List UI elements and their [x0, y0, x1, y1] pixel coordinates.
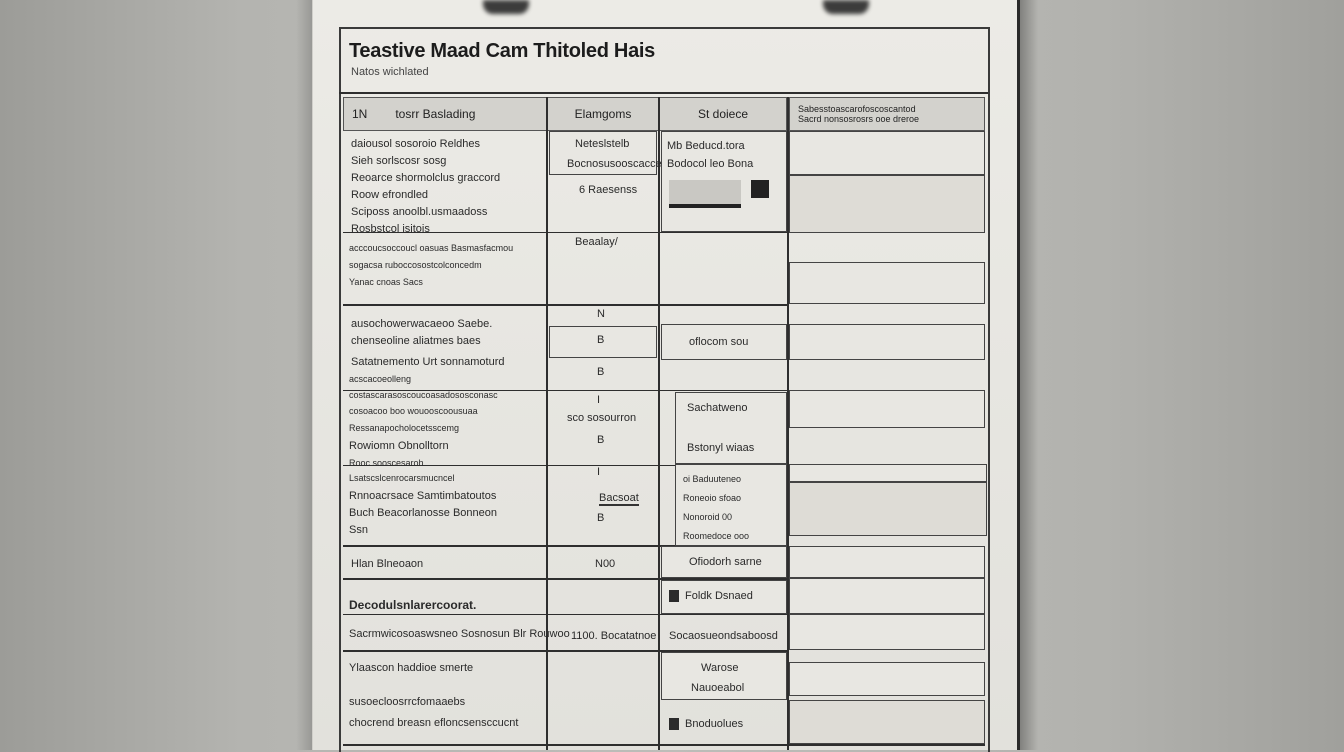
col2-r10: B — [597, 512, 605, 524]
col3-r10-label: Bnoduolues — [685, 718, 744, 730]
header-col3 — [659, 97, 787, 131]
header-col4-line2: Sacrd nonsosrosrs ooe dreroe — [798, 114, 920, 124]
col3-r4-a: Sachatweno — [687, 402, 748, 414]
col1-line: Sciposs anoolbl.usmaadoss — [351, 206, 488, 219]
col4-box-9 — [789, 578, 985, 614]
col1-small-line: acscacoeolleng — [349, 374, 412, 384]
col3-line: oi Baduuteneo — [683, 474, 742, 484]
col2-r5: B — [597, 366, 605, 378]
col1-small-line: Ressanapocholocetsscemg — [349, 422, 460, 433]
col2-r8: I — [597, 466, 601, 478]
header-col1-label: tosrr Baslading — [395, 107, 476, 121]
col3-r3: oflocom sou — [689, 336, 749, 348]
col3-r4-b: Bstonyl wiaas — [687, 442, 755, 454]
col3-r6: Ofiodorh sarne — [689, 556, 762, 568]
col1-row-m: Sacrmwicosoaswsneo Sosnosun Blr Rouwoo — [349, 628, 570, 640]
header-col3-label: St doiece — [697, 107, 749, 121]
col4-box-12 — [789, 700, 985, 744]
col1-block-1 — [351, 136, 500, 238]
col1-row-n: Ylaascon haddioe smerte — [349, 662, 474, 674]
col4-box-5 — [789, 390, 985, 428]
col1-line: Reoarce shormolclus graccord — [351, 172, 501, 185]
col1-small-line: Lsatscslcenrocarsmucncel — [349, 473, 455, 484]
col3-line: Roneoio sfoao — [683, 492, 742, 503]
col1-line: Ssn — [349, 524, 368, 537]
col4-box-8 — [789, 546, 985, 578]
col1-line: Rnnoacrsace Samtimbatoutos — [349, 490, 497, 502]
col2-r11: N00 — [595, 558, 616, 570]
col1-small-line: Rooc sooscesaroh — [349, 458, 424, 468]
col2-r6: I — [597, 394, 601, 406]
col2-r12: 1100. Bocatatnoe — [571, 630, 657, 642]
header-col2-label: Elamgoms — [574, 107, 632, 121]
header-col4 — [789, 97, 985, 131]
col3-line: Nonoroid 00 — [683, 511, 733, 522]
col2-r6-b: sco sosourron — [567, 412, 637, 424]
col-rule-1 — [546, 97, 548, 750]
col2-r1-a: Neteslstelb — [575, 138, 630, 150]
col1-block-1-small — [349, 240, 513, 291]
header-col1-number: 1N — [352, 107, 368, 121]
col2-r2: Beaalay/ — [575, 236, 618, 248]
col3-r1-b: Bodocol leo Bona — [667, 158, 754, 170]
col2-r1-b: Bocnosusooscacce — [567, 158, 662, 170]
col-rule-2 — [658, 97, 660, 750]
col3-r7-label: Foldk Dsnaed — [685, 590, 753, 602]
row-rule-bottom — [343, 744, 985, 746]
col1-block-4-small — [349, 456, 455, 487]
col2-r3: N — [597, 308, 605, 320]
col3-r1-a: Mb Beducd.tora — [667, 140, 745, 152]
col4-box-4 — [789, 324, 985, 360]
col1-small-line: acccoucsoccoucl oasuas Basmasfacmou — [349, 243, 514, 253]
col1-block-3-small — [349, 371, 498, 436]
file-icon — [669, 718, 679, 730]
header-col4-line1: Sabesstoascarofoscoscantod — [798, 104, 916, 114]
col1-block-2 — [351, 316, 492, 350]
col1-block-4 — [349, 438, 449, 455]
col3-line: Roomedoce ooo — [683, 530, 750, 541]
clipboard-clip-left — [483, 0, 529, 14]
document-title: Teastive Maad Cam Thitoled Hais — [349, 40, 655, 62]
col1-small-line: costascarasoscoucoasadososconasc — [349, 390, 498, 401]
header-col2 — [547, 97, 659, 131]
col3-r10 — [669, 718, 743, 730]
col1-line: chenseoline aliatmes baes — [351, 335, 481, 348]
col4-box-7 — [789, 482, 987, 536]
col1-line: Rowiomn Obnolltorn — [349, 440, 449, 452]
col1-row-k: Hlan Blneoaon — [351, 558, 424, 570]
col4-box-11 — [789, 662, 985, 696]
col1-row-o — [349, 692, 518, 734]
col2-r7: B — [597, 434, 605, 446]
title-divider — [339, 92, 988, 94]
col2-r1-c: 6 Raesenss — [579, 184, 638, 196]
col1-line: Satatnemento Urt sonnamoturd — [351, 356, 505, 368]
col2-r9: Bacsoat — [599, 492, 639, 504]
document-subtitle: Natos wichlated — [351, 66, 429, 78]
col1-line: daiousol sosoroio Reldhes — [351, 138, 481, 150]
document-icon — [669, 590, 679, 602]
row-rule-2 — [343, 304, 789, 306]
col3-image-placeholder — [669, 180, 741, 208]
col4-box-10 — [789, 614, 985, 650]
col1-block-3 — [351, 354, 504, 371]
header-col1 — [343, 97, 547, 131]
col1-line: chocrend breasn efloncsensccucnt — [349, 716, 519, 729]
col1-block-5 — [349, 488, 497, 539]
col1-line: Rosbstcol isitois — [351, 223, 430, 236]
col1-row-l: Decodulsnlarercoorat. — [349, 598, 477, 612]
col4-box-1 — [789, 131, 985, 175]
col1-line: ausochowerwacaeoo Saebe. — [351, 318, 493, 330]
document-sheet — [312, 0, 1020, 750]
col1-small-line: sogacsa ruboccosostcolconcedm — [349, 260, 482, 271]
col1-line: Buch Beacorlanosse Bonneon — [349, 507, 497, 520]
col2-r4: B — [597, 334, 605, 346]
col4-box-2 — [789, 175, 985, 233]
col4-box-3 — [789, 262, 985, 304]
col1-line: susoecloosrrcfomaaebs — [349, 696, 466, 708]
col3-r8: Socaosueondsaboosd — [669, 630, 778, 642]
row-rule-7 — [343, 614, 789, 615]
col1-line: Sieh sorlscosr sosg — [351, 155, 447, 168]
col3-r5 — [683, 470, 749, 546]
col1-small-line: cosoacoo boo wouooscoousuaa — [349, 406, 478, 417]
col3-r7 — [669, 590, 753, 602]
col4-box-6 — [789, 464, 987, 482]
col3-r9-a: Warose — [701, 662, 739, 674]
col1-line: Roow efrondled — [351, 189, 429, 202]
clipboard-clip-right — [823, 0, 869, 14]
col1-small-line: Yanac cnoas Sacs — [349, 277, 423, 288]
col3-r9-b: Nauoeabol — [691, 682, 745, 694]
col3-image-icon — [751, 180, 769, 198]
